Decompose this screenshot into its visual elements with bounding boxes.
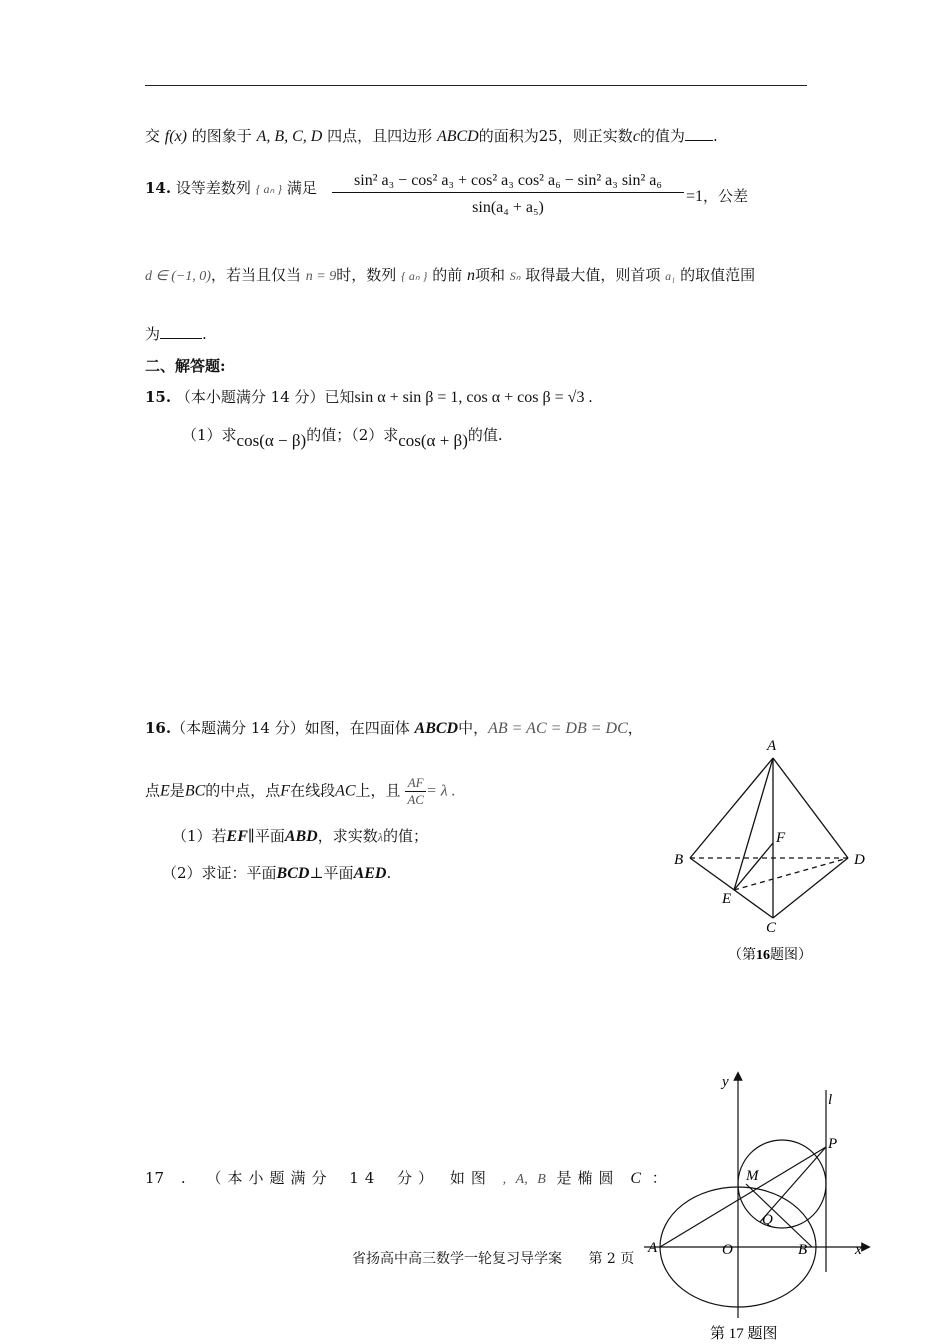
q17-ab: , A, B — [502, 1172, 546, 1187]
section-heading: 二、解答题: — [145, 357, 226, 375]
caption-number: 16 — [756, 948, 770, 963]
intro-fx: f(x) — [164, 128, 187, 145]
intro-points: A, B, C, D — [256, 128, 323, 145]
q14-n: n — [466, 267, 475, 284]
label-O: O — [722, 1242, 733, 1258]
q14-text: ，若当且仅当 — [210, 266, 301, 284]
q16-text: 中， — [458, 719, 489, 737]
q16-text: ∥平面 — [247, 827, 285, 845]
q16-text: ， — [627, 719, 643, 737]
q14-text: 满足 — [286, 179, 317, 197]
q14-text: ，公差 — [703, 187, 749, 205]
q16-BCD: BCD — [276, 865, 310, 882]
q17-C: C — [630, 1170, 641, 1187]
q14-denominator: sin(a₄ + a₅) — [472, 199, 544, 216]
q16-AED: AED — [353, 865, 387, 882]
edge-BC — [690, 858, 773, 918]
footer-page: 第 2 页 — [588, 1251, 635, 1267]
label-l: l — [828, 1092, 833, 1108]
q14-text: 时，数列 — [336, 266, 397, 284]
q14-text: 的取值范围 — [680, 266, 756, 284]
q14-d-range: d ∈ (−1, 0) — [145, 269, 211, 284]
q15-text: （本小题满分 14 分）已知 — [175, 388, 355, 406]
q15-text: 的值；（2）求 — [306, 426, 399, 444]
q14-number: 14. — [145, 179, 172, 197]
q15-text: 的值. — [467, 426, 503, 444]
q14-seq: { aₙ } — [255, 182, 283, 196]
edge-AB — [690, 758, 773, 858]
q17-line1 — [145, 1167, 667, 1188]
footer — [352, 1248, 634, 1268]
label-B: B — [798, 1242, 808, 1258]
q15-number: 15. — [145, 388, 172, 406]
q14-a1: a₁ — [665, 269, 676, 283]
figure16-caption — [728, 947, 812, 963]
line-MB — [746, 1184, 812, 1247]
q14-text: 的前 — [432, 266, 463, 284]
q16-text: （2）求证：平面 — [162, 864, 277, 882]
q16-text: 在线段 — [290, 781, 336, 800]
q14-line2 — [145, 264, 755, 285]
label-C: C — [766, 920, 777, 936]
label-D: D — [854, 852, 865, 868]
line-AP — [660, 1147, 826, 1247]
q16-text: 上，且 — [355, 781, 401, 800]
q15-expr1: cos(α − β) — [236, 431, 307, 450]
q16-AC: AC — [335, 782, 356, 800]
header-rule — [145, 85, 807, 86]
q16-text: ⊥平面 — [309, 864, 354, 882]
q16-text: （1）若 — [172, 827, 227, 845]
label-x: x — [855, 1242, 862, 1258]
q17-number: 17 — [145, 1169, 165, 1187]
intro-text: 的面积为25，则正实数 — [478, 127, 633, 145]
label-P: P — [828, 1136, 838, 1152]
q16-abcd: ABCD — [414, 720, 459, 737]
q14-line3 — [145, 323, 207, 344]
label-A: A — [648, 1240, 658, 1256]
q14-numerator: sin² a₃ − cos² a₃ + cos² a₃ cos² a₆ − sin² a₃ sin² a₆ — [332, 172, 684, 193]
q15-text: （1）求 — [182, 426, 237, 444]
q16-text: 的值； — [382, 827, 428, 845]
q16-line1 — [145, 717, 643, 738]
q17-text: ： — [651, 1169, 667, 1187]
intro-text: 交 — [145, 127, 161, 145]
q14-line1 — [145, 177, 317, 198]
edge-AE — [734, 758, 773, 890]
q16-part2 — [162, 862, 391, 883]
q16-frac-den: AC — [407, 792, 424, 807]
q15-line1 — [145, 386, 592, 407]
q17-text: 如图 — [449, 1169, 492, 1187]
q17-text: （本小题满分 14 分） — [206, 1169, 440, 1187]
edge-EF — [734, 843, 773, 890]
q16-lambda-eq: = λ . — [425, 782, 456, 800]
q16-BC: BC — [184, 782, 206, 800]
q14-text: 为 — [145, 325, 161, 343]
label-Q: Q — [762, 1212, 773, 1228]
q16-text: （本题满分 14 分）如图，在四面体 — [171, 719, 410, 737]
q14-n-cond: n = 9 — [305, 269, 337, 284]
q16-fraction — [405, 775, 426, 808]
q15-line2 — [182, 424, 503, 450]
label-E: E — [722, 891, 732, 907]
q16-line2 — [145, 775, 456, 808]
q17-text: 是椭圆 — [556, 1169, 620, 1187]
q15-expr2: cos(α + β) — [398, 431, 468, 450]
figure17-caption: 第 17 题图 — [710, 1326, 778, 1342]
q16-text: ，求实数 — [317, 827, 378, 845]
q14-seq2: { aₙ } — [401, 269, 428, 283]
q15-condition: sin α + sin β = 1, cos α + cos β = √3 . — [354, 389, 593, 406]
label-F: F — [776, 830, 786, 846]
answer-blank[interactable] — [160, 338, 202, 339]
q14-sn: Sₙ — [509, 269, 521, 283]
intro-quad: ABCD — [436, 128, 479, 145]
q16-E: E — [160, 782, 170, 800]
q14-eq-line — [686, 185, 748, 206]
label-B: B — [674, 852, 684, 868]
q14-eq: =1 — [686, 188, 704, 205]
label-y: y — [722, 1074, 729, 1090]
q16-number: 16. — [145, 719, 172, 737]
q16-part1 — [172, 825, 428, 846]
q16-text: 点 — [145, 781, 161, 800]
q16-text: 的中点，点 — [205, 781, 281, 800]
edge-CD — [773, 858, 848, 918]
q16-text: . — [386, 864, 392, 882]
q16-F: F — [280, 782, 291, 800]
intro-text: 四点，且四边形 — [327, 127, 433, 145]
q16-EF: EF — [226, 828, 248, 845]
intro-text: . — [712, 127, 718, 145]
edge-ED — [734, 858, 848, 890]
intro-text: 的图象于 — [191, 127, 252, 145]
tetrahedron-figure — [660, 730, 880, 970]
line-QP — [760, 1147, 826, 1222]
q17-text: . — [180, 1169, 186, 1187]
q14-text: 取得最大值，则首项 — [525, 266, 661, 284]
label-A: A — [767, 738, 777, 754]
caption-part: 题图） — [770, 948, 812, 963]
intro-c: c — [632, 128, 640, 145]
ellipse-figure — [636, 1068, 876, 1344]
intro-line — [145, 125, 718, 146]
q16-condition: AB = AC = DB = DC — [488, 720, 628, 737]
q16-frac-num: AF — [405, 775, 426, 792]
q14-text: 设等差数列 — [175, 179, 251, 197]
footer-text: 省扬高中高三数学一轮复习导学案 — [352, 1251, 562, 1267]
q16-lambda: λ — [377, 830, 383, 844]
answer-blank[interactable] — [685, 140, 713, 141]
q16-ABD: ABD — [284, 828, 318, 845]
caption-part: （第 — [728, 948, 756, 963]
circle — [738, 1140, 826, 1228]
q14-text: . — [202, 325, 207, 343]
q14-text: 项和 — [474, 266, 505, 284]
intro-text: 的值为 — [639, 127, 685, 145]
q16-text: 是 — [169, 781, 185, 800]
label-M: M — [746, 1168, 759, 1184]
